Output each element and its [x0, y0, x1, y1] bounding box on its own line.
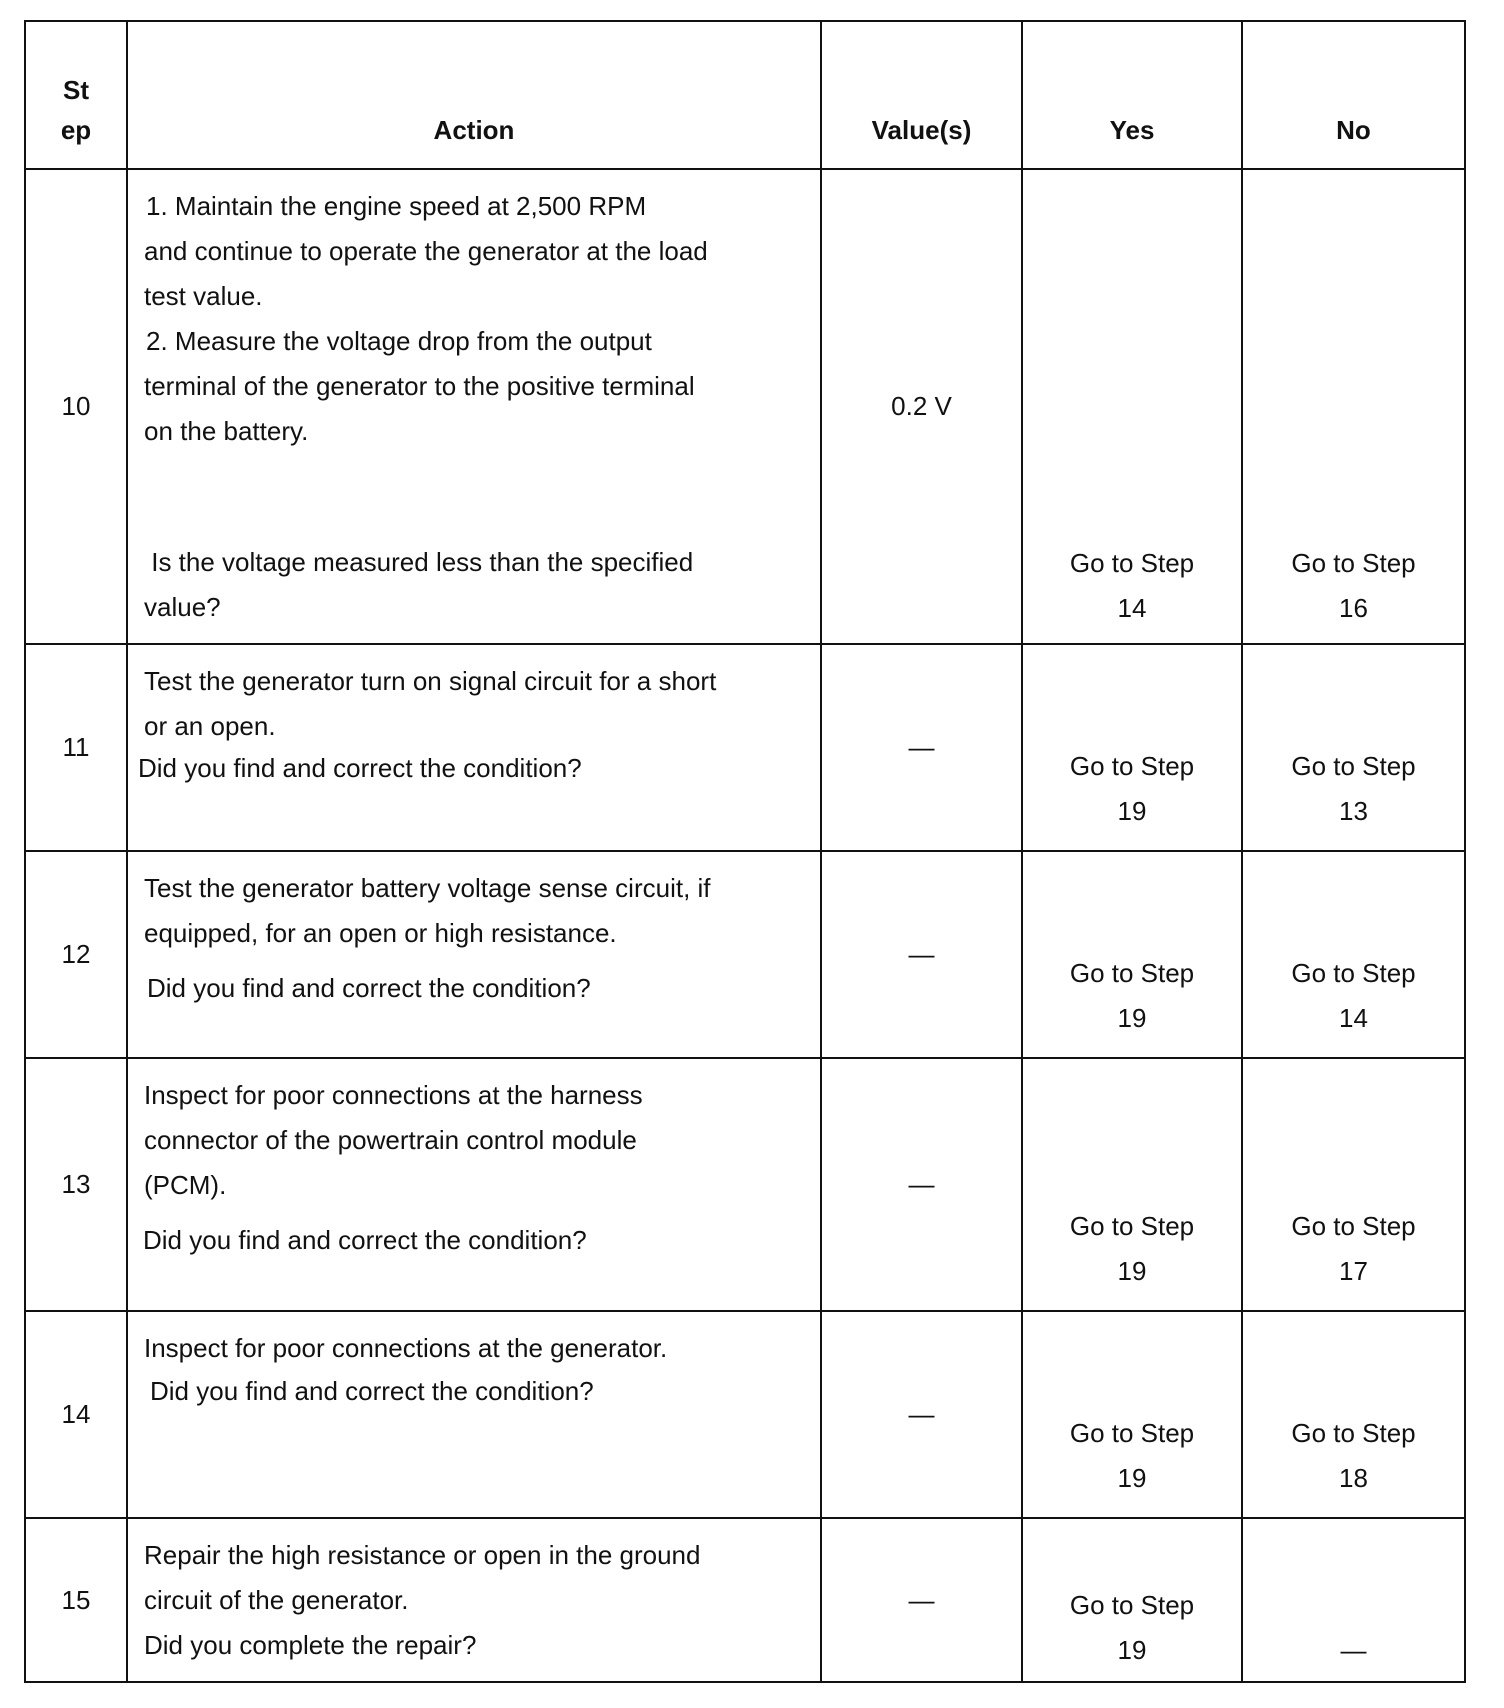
- header-row: [25, 21, 1465, 169]
- value-cell: —: [821, 1058, 1022, 1311]
- no-cell: —: [1242, 1518, 1465, 1682]
- table-row: [25, 1518, 1465, 1682]
- action-cell: [127, 1518, 821, 1682]
- action-line: on the battery.: [144, 416, 309, 446]
- no-cell: Go to Step 14: [1242, 851, 1465, 1058]
- step-number: 11: [25, 644, 127, 851]
- no-cell: Go to Step 13: [1242, 644, 1465, 851]
- action-line: Inspect for poor connections at the harness: [144, 1080, 643, 1110]
- question-line: Did you find and correct the condition?: [150, 1376, 594, 1406]
- table-row: [25, 851, 1465, 1058]
- yes-cell: Go to Step 19: [1022, 644, 1242, 851]
- action-line: terminal of the generator to the positive terminal: [144, 371, 695, 401]
- question-line: Did you find and correct the condition?: [147, 973, 591, 1003]
- value-cell: —: [821, 1518, 1022, 1682]
- diagnostic-table: [24, 20, 1466, 1683]
- table-row: [25, 644, 1465, 851]
- header-step: St ep: [25, 21, 127, 169]
- table-row: [25, 1311, 1465, 1518]
- action-cell: [127, 169, 821, 644]
- action-line: connector of the powertrain control module: [144, 1125, 637, 1155]
- action-cell: [127, 1311, 821, 1518]
- yes-cell: Go to Step 14: [1022, 169, 1242, 644]
- table-row: [25, 169, 1465, 644]
- question-line: Did you find and correct the condition?: [138, 753, 582, 783]
- step-number: 13: [25, 1058, 127, 1311]
- no-cell: Go to Step 18: [1242, 1311, 1465, 1518]
- step-number: 10: [25, 169, 127, 644]
- value-cell: —: [821, 1311, 1022, 1518]
- question-line: Did you find and correct the condition?: [143, 1225, 587, 1255]
- question-line: Did you complete the repair?: [144, 1630, 477, 1660]
- table-row: [25, 1058, 1465, 1311]
- action-line: equipped, for an open or high resistance.: [144, 918, 617, 948]
- yes-cell: Go to Step 19: [1022, 1058, 1242, 1311]
- action-line: Inspect for poor connections at the generator.: [144, 1333, 668, 1363]
- step-number: 14: [25, 1311, 127, 1518]
- header-action: Action: [127, 21, 821, 169]
- action-line: 1. Maintain the engine speed at 2,500 RPM: [146, 191, 647, 221]
- value-cell: 0.2 V: [821, 169, 1022, 644]
- step-number: 12: [25, 851, 127, 1058]
- action-line: circuit of the generator.: [144, 1585, 409, 1615]
- header-no: No: [1242, 21, 1465, 169]
- header-yes: Yes: [1022, 21, 1242, 169]
- question-line: value?: [144, 592, 221, 622]
- value-cell: —: [821, 644, 1022, 851]
- action-line: 2. Measure the voltage drop from the output: [146, 326, 652, 356]
- action-line: Repair the high resistance or open in the ground: [144, 1540, 701, 1570]
- no-cell: Go to Step 16: [1242, 169, 1465, 644]
- action-cell: [127, 644, 821, 851]
- no-cell: Go to Step 17: [1242, 1058, 1465, 1311]
- action-line: Test the generator turn on signal circuit for a short: [144, 666, 717, 696]
- action-line: test value.: [144, 281, 263, 311]
- header-values: Value(s): [821, 21, 1022, 169]
- step-number: 15: [25, 1518, 127, 1682]
- action-line: (PCM).: [144, 1170, 227, 1200]
- action-line: Test the generator battery voltage sense circuit, if: [144, 873, 711, 903]
- action-line: and continue to operate the generator at the load: [144, 236, 708, 266]
- yes-cell: Go to Step 19: [1022, 851, 1242, 1058]
- yes-cell: Go to Step 19: [1022, 1311, 1242, 1518]
- action-cell: [127, 851, 821, 1058]
- question-line: Is the voltage measured less than the specified: [144, 547, 694, 577]
- value-cell: —: [821, 851, 1022, 1058]
- action-line: or an open.: [144, 711, 276, 741]
- action-cell: [127, 1058, 821, 1311]
- yes-cell: Go to Step 19: [1022, 1518, 1242, 1682]
